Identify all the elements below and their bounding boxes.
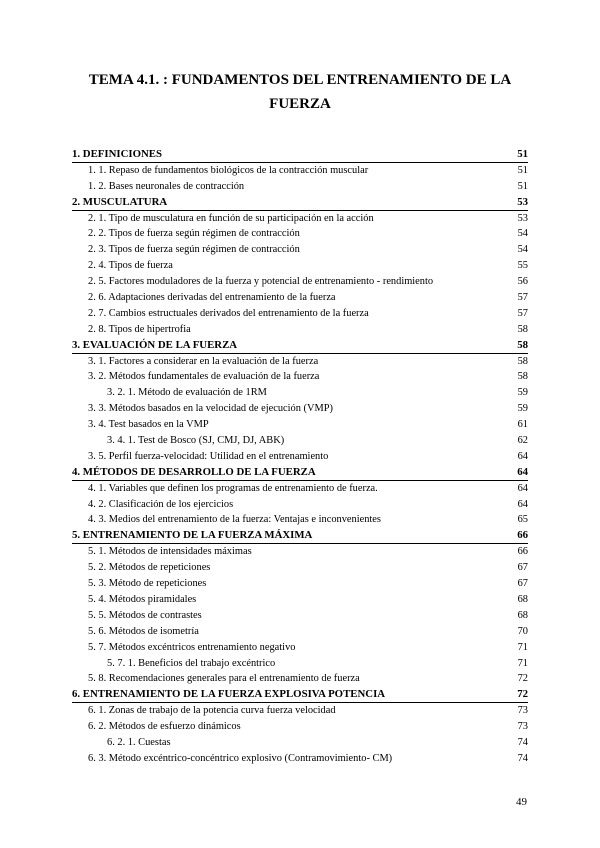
toc-section-row[interactable] [72,338,528,354]
toc-entry-label: 6. 1. Zonas de trabajo de la potencia curva fuerza velocidad [88,705,336,717]
toc-entry-label: 5. 1. Métodos de intensidades máximas [88,546,252,558]
toc-entry-row[interactable] [72,163,528,179]
toc-entry-page: 51 [517,164,528,176]
toc-entry-label: 1. 1. Repaso de fundamentos biológicos de la contracción muscular [88,164,369,176]
toc-entry-page: 58 [517,323,528,335]
toc-entry-row[interactable] [72,449,528,465]
toc-entry-row[interactable] [72,608,528,624]
toc-entry-page: 58 [517,371,528,383]
toc-entry-label: 2. MUSCULATURA [72,195,168,208]
toc-entry-label: 5. 4. Métodos piramidales [88,593,197,605]
toc-entry-label: 2. 7. Cambios estructuales derivados del entrenamiento de la fuerza [88,307,369,319]
toc-entry-label: 5. 5. Métodos de contrastes [88,609,202,621]
toc-entry-row[interactable] [72,322,528,338]
toc-entry-row[interactable] [72,290,528,306]
toc-entry-page: 64 [517,465,528,478]
toc-entry-page: 64 [517,450,528,462]
toc-entry-page: 53 [517,195,528,208]
toc-entry-row[interactable] [72,417,528,433]
toc-entry-row[interactable] [72,401,528,417]
toc-entry-row[interactable] [72,751,528,767]
toc-entry-label: 1. 2. Bases neuronales de contracción [88,180,245,192]
toc-entry-label: 3. 2. 1. Método de evaluación de 1RM [107,387,267,399]
toc-entry-label: 3. 4. 1. Test de Bosco (SJ, CMJ, DJ, ABK) [107,435,285,447]
toc-entry-page: 58 [517,355,528,367]
toc-entry-page: 71 [517,641,528,653]
toc-entry-row[interactable] [72,671,528,687]
toc-entry-label: 5. ENTRENAMIENTO DE LA FUERZA MÁXIMA [72,529,313,542]
toc-entry-label: 4. MÉTODOS DE DESARROLLO DE LA FUERZA [72,465,316,478]
toc-entry-label: 6. ENTRENAMIENTO DE LA FUERZA EXPLOSIVA POTENCIA [72,688,386,701]
toc-entry-row[interactable] [72,433,528,449]
toc-entry-label: 3. 2. Métodos fundamentales de evaluación de la fuerza [88,371,320,383]
toc-entry-row[interactable] [72,274,528,290]
toc-entry-label: 6. 2. 1. Cuestas [107,736,171,748]
toc-entry-label: 3. EVALUACIÓN DE LA FUERZA [72,338,238,351]
toc-entry-row[interactable] [72,624,528,640]
toc-entry-label: 4. 1. Variables que definen los programas de entrenamiento de fuerza. [88,482,378,494]
toc-entry-page: 51 [517,148,528,160]
toc-entry-page: 72 [517,688,528,701]
toc-entry-page: 67 [517,562,528,574]
toc-entry-page: 62 [517,435,528,447]
toc-entry-page: 59 [517,387,528,399]
toc-entry-row[interactable] [72,703,528,719]
toc-entry-label: 6. 3. Método excéntrico-concéntrico explosivo (Contramovimiento- CM) [88,752,393,764]
toc-entry-page: 71 [517,657,528,669]
toc-entry-row[interactable] [72,211,528,227]
toc-entry-row[interactable] [72,258,528,274]
toc-entry-label: 1. DEFINICIONES [72,148,162,160]
toc-entry-page: 56 [517,276,528,288]
toc-entry-row[interactable] [72,306,528,322]
toc-entry-page: 51 [517,180,528,192]
toc-entry-page: 59 [517,403,528,415]
toc-entry-label: 4. 3. Medios del entrenamiento de la fuerza: Ventajas e inconvenientes [88,514,381,526]
toc-entry-page: 70 [517,625,528,637]
table-of-contents [72,147,528,767]
toc-entry-row[interactable] [72,354,528,370]
toc-entry-row[interactable] [72,576,528,592]
toc-entry-row[interactable] [72,656,528,672]
toc-entry-label: 5. 8. Recomendaciones generales para el entrenamiento de fuerza [88,673,360,685]
toc-entry-page: 68 [517,593,528,605]
toc-entry-label: 5. 7. 1. Beneficios del trabajo excéntrico [107,657,276,669]
toc-entry-page: 57 [517,292,528,304]
toc-entry-page: 74 [517,752,528,764]
toc-entry-row[interactable] [72,242,528,258]
toc-entry-page: 65 [517,514,528,526]
toc-entry-page: 66 [517,529,528,542]
page-number: 49 [516,796,527,808]
toc-entry-row[interactable] [72,735,528,751]
toc-entry-page: 67 [517,578,528,590]
toc-entry-page: 73 [517,721,528,733]
toc-section-row[interactable] [72,528,528,544]
toc-entry-label: 5. 6. Métodos de isometría [88,625,199,637]
toc-entry-row[interactable] [72,179,528,195]
toc-entry-label: 2. 3. Tipos de fuerza según régimen de contracción [88,244,300,256]
toc-section-row[interactable] [72,147,528,163]
toc-entry-page: 73 [517,705,528,717]
page-title: TEMA 4.1. : FUNDAMENTOS DEL ENTRENAMIENTO DE LA FUERZA [88,72,512,112]
toc-entry-page: 68 [517,609,528,621]
toc-section-row[interactable] [72,687,528,703]
toc-entry-page: 57 [517,307,528,319]
toc-entry-label: 6. 2. Métodos de esfuerzo dinámicos [88,721,241,733]
toc-entry-label: 2. 4. Tipos de fuerza [88,260,173,272]
toc-entry-page: 74 [517,736,528,748]
toc-entry-label: 2. 1. Tipo de musculatura en función de su participación en la acción [88,212,374,224]
toc-entry-page: 54 [517,228,528,240]
toc-entry-page: 64 [517,498,528,510]
toc-entry-row[interactable] [72,544,528,560]
toc-entry-page: 61 [517,419,528,431]
toc-entry-label: 5. 2. Métodos de repeticiones [88,562,211,574]
toc-section-row[interactable] [72,195,528,211]
toc-entry-page: 72 [517,673,528,685]
toc-entry-label: 2. 5. Factores moduladores de la fuerza y potencial de entrenamiento - rendimiento [88,276,434,288]
toc-entry-page: 66 [517,546,528,558]
toc-entry-label: 5. 7. Métodos excéntricos entrenamiento negativo [88,641,296,653]
toc-entry-row[interactable] [72,560,528,576]
toc-entry-label: 3. 5. Perfil fuerza-velocidad: Utilidad en el entrenamiento [88,450,329,462]
toc-entry-label: 3. 3. Métodos basados en la velocidad de ejecución (VMP) [88,403,333,415]
toc-entry-page: 53 [517,212,528,224]
toc-entry-page: 54 [517,244,528,256]
toc-entry-page: 58 [517,338,528,351]
toc-entry-row[interactable] [72,592,528,608]
toc-entry-page: 55 [517,260,528,272]
toc-section-row[interactable] [72,465,528,481]
toc-entry-row[interactable] [72,481,528,497]
toc-entry-label: 2. 8. Tipos de hipertrofia [88,323,191,335]
toc-entry-row[interactable] [72,497,528,513]
toc-entry-label: 2. 6. Adaptaciones derivadas del entrenamiento de la fuerza [88,292,336,304]
toc-entry-label: 5. 3. Método de repeticiones [88,578,207,590]
toc-entry-row[interactable] [72,512,528,528]
toc-entry-row[interactable] [72,226,528,242]
toc-entry-row[interactable] [72,385,528,401]
toc-entry-row[interactable] [72,369,528,385]
toc-entry-row[interactable] [72,719,528,735]
toc-entry-label: 3. 1. Factores a considerar en la evaluación de la fuerza [88,355,319,367]
toc-entry-label: 4. 2. Clasificación de los ejercicios [88,498,234,510]
toc-entry-page: 64 [517,482,528,494]
toc-entry-label: 3. 4. Test basados en la VMP [88,419,209,431]
toc-entry-row[interactable] [72,640,528,656]
toc-entry-label: 2. 2. Tipos de fuerza según régimen de contracción [88,228,300,240]
